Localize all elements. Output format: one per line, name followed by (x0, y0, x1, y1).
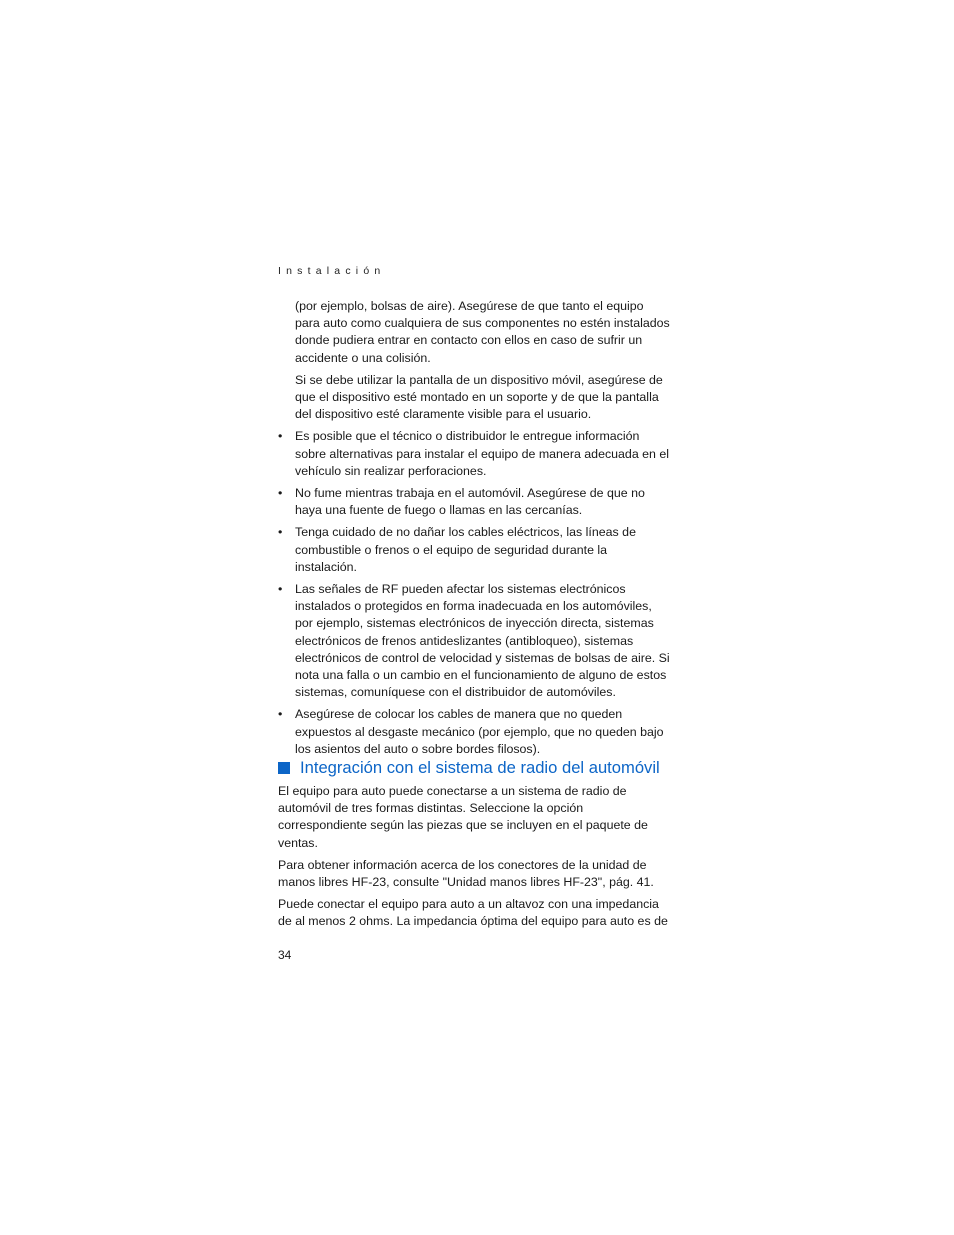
section-body (278, 783, 670, 936)
paragraph: El equipo para auto puede conectarse a un sistema de radio de automóvil de tres formas distintas. Seleccione la opción correspondiente según las piezas que se incluyen en el paquete de ventas. (278, 784, 648, 850)
bullet-icon: • (278, 486, 283, 501)
list-item (278, 428, 670, 480)
square-icon (278, 762, 290, 774)
list-item (278, 524, 670, 576)
list-item-text: Tenga cuidado de no dañar los cables eléctricos, las líneas de combustible o frenos o el equipo de seguridad durante la instalación. (295, 525, 636, 574)
list-item-text: Las señales de RF pueden afectar los sistemas electrónicos instalados o protegidos en forma inadecuada en los automóviles, por ejemplo, sistemas electrónicos de inyección directa, sistemas electrónicos de frenos antideslizantes (antibloqueo), sistemas electrónicos de control de velocidad y sistemas de bolsas de aire. Si nota una falla o un cambio en el funcionamiento de alguno de estos sistemas, comuníquese con el distribuidor de automóviles. (295, 582, 670, 700)
list-item-text: Asegúrese de colocar los cables de manera que no queden expuestos al desgaste mecánico (por ejemplo, que no queden bajo los asientos del auto o sobre bordes filosos). (295, 707, 664, 756)
list-item (278, 706, 670, 758)
instructions-block (278, 298, 670, 763)
paragraph: Para obtener información acerca de los conectores de la unidad de manos libres HF-23, consulte "Unidad manos libres HF-23", pág. 41. (278, 857, 654, 890)
bullet-icon: • (278, 525, 283, 540)
paragraph: (por ejemplo, bolsas de aire). Asegúrese de que tanto el equipo para auto como cualquiera de sus componentes no estén instalados donde pudiera entrar en contacto con ellos en caso de sufrir un accidente o una colisión. (295, 299, 670, 365)
bullet-icon: • (278, 429, 283, 444)
list-item (278, 485, 670, 519)
running-header: Instalación (278, 265, 386, 277)
page-number: 34 (278, 948, 292, 962)
paragraph: Si se debe utilizar la pantalla de un dispositivo móvil, asegúrese de que el dispositivo esté montado en un soporte y de que la pantalla del dispositivo esté claramente visible para el usuario. (295, 372, 663, 422)
list-item-text: No fume mientras trabaja en el automóvil. Asegúrese de que no haya una fuente de fuego o llamas en las cercanías. (295, 486, 645, 518)
list-item (278, 581, 670, 701)
bullet-icon: • (278, 582, 283, 597)
section-title: Integración con el sistema de radio del automóvil (300, 758, 660, 777)
list-item-text: Es posible que el técnico o distribuidor le entregue información sobre alternativas para instalar el equipo de manera adecuada en el vehículo sin realizar perforaciones. (295, 429, 670, 478)
bullet-icon: • (278, 707, 283, 722)
section-heading (278, 758, 660, 778)
paragraph: Puede conectar el equipo para auto a un altavoz con una impedancia de al menos 2 ohms. La impedancia óptima del equipo para auto es de (278, 897, 668, 929)
